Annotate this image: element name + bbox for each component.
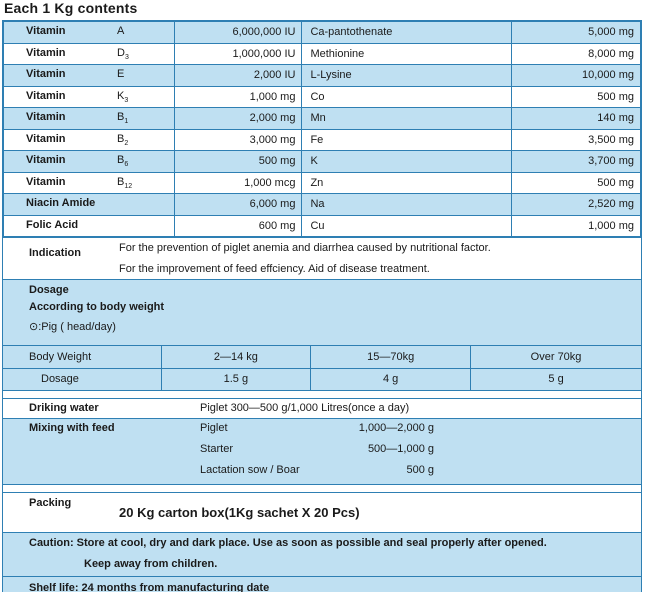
nutrient-amount: 140 mg [511, 108, 640, 130]
contents-row [4, 194, 641, 216]
shelf-life-section [3, 576, 641, 592]
mixing-row-value: 500 g [406, 464, 434, 476]
dosage-note: ⊙:Pig ( head/day) [29, 321, 116, 333]
drinking-water-label: Driking water [29, 402, 99, 414]
packing-label: Packing [29, 497, 72, 509]
drinking-water-value: Piglet 300—500 g/1,000 Litres(once a day) [200, 402, 410, 414]
body-weight-range: 15—70kg [311, 346, 471, 368]
body-weight-row [3, 346, 641, 368]
nutrient-amount: 1,000 mcg [174, 172, 302, 194]
nutrient-name: K [302, 151, 511, 173]
nutrient-amount: 1,000 mg [174, 86, 302, 108]
contents-row [4, 22, 641, 44]
body-weight-range: 2—14 kg [161, 346, 311, 368]
body-weight-section [3, 345, 641, 390]
nutrient-name-cell [4, 65, 175, 87]
nutrient-amount: 5,000 mg [511, 22, 640, 44]
nutrient-amount: 6,000 mg [174, 194, 302, 216]
vitamin-letter: $B_1$ [117, 111, 129, 126]
nutrient-name: Niacin Amide [26, 197, 96, 209]
nutrient-amount: 2,520 mg [511, 194, 640, 216]
indication-section [3, 237, 641, 279]
nutrient-name-cell [4, 22, 175, 44]
mixing-row-value: 500—1,000 g [367, 443, 434, 455]
caution-section [3, 532, 641, 576]
indication-label: Indication [29, 247, 81, 259]
nutrient-amount: 3,000 mg [174, 129, 302, 151]
contents-row [4, 129, 641, 151]
dosage-subtitle: According to body weight [29, 301, 165, 313]
indication-line-1: For the prevention of piglet anemia and diarrhea caused by nutritional factor. [119, 242, 491, 254]
dosage-amount: 4 g [311, 368, 471, 390]
caution-line-2: Keep away from children. [84, 558, 218, 570]
vitamin-letter: $B_6$ [117, 154, 129, 169]
packing-section [3, 492, 641, 532]
nutrient-name: Mn [302, 108, 511, 130]
vitamin-letter: $K_3$ [117, 89, 129, 104]
mixing-feed-label: Mixing with feed [29, 422, 115, 434]
nutrient-amount: 3,500 mg [511, 129, 640, 151]
nutrient-amount: 600 mg [174, 215, 302, 237]
spacer [3, 390, 641, 398]
vitamin-letter: $B_2$ [117, 132, 129, 147]
nutrient-name: Vitamin [26, 68, 66, 80]
nutrient-name: Methionine [302, 43, 511, 65]
nutrient-name-cell [4, 108, 175, 130]
nutrient-name: Vitamin [26, 111, 66, 123]
nutrient-name: Na [302, 194, 511, 216]
caution-line-1: Caution: Store at cool, dry and dark place. Use as soon as possible and seal properly after opened. [29, 537, 547, 549]
nutrient-name: Vitamin [26, 25, 66, 37]
product-info-panel [2, 20, 642, 592]
nutrient-name-cell [4, 151, 175, 173]
packing-value: 20 Kg carton box(1Kg sachet X 20 Pcs) [119, 505, 360, 520]
nutrient-name: Folic Acid [26, 218, 79, 231]
vitamin-letter: $B_{12}$ [117, 175, 133, 190]
nutrient-amount: 1,000,000 IU [174, 43, 302, 65]
dosage-label: Dosage [29, 284, 69, 296]
nutrient-name-cell [4, 43, 175, 65]
mixing-row-name: Lactation sow / Boar [200, 464, 300, 476]
drinking-water-section [3, 398, 641, 418]
mixing-row-name: Piglet [200, 422, 228, 434]
contents-table [3, 21, 641, 237]
nutrient-name: Vitamin [26, 154, 66, 166]
nutrient-amount: 8,000 mg [511, 43, 640, 65]
nutrient-name: Zn [302, 172, 511, 194]
nutrient-amount: 10,000 mg [511, 65, 640, 87]
nutrient-name-cell [4, 215, 175, 237]
contents-row [4, 86, 641, 108]
nutrient-name-cell [4, 129, 175, 151]
dosage-header: Dosage [3, 368, 161, 390]
nutrient-name-cell [4, 194, 175, 216]
nutrient-name: Ca-pantothenate [302, 22, 511, 44]
shelf-life-text: Shelf life: 24 months from manufacturing date [29, 582, 270, 592]
nutrient-amount: 3,700 mg [511, 151, 640, 173]
vitamin-letter: A [117, 25, 125, 37]
nutrient-amount: 2,000 IU [174, 65, 302, 87]
contents-row [4, 43, 641, 65]
nutrient-amount: 500 mg [511, 172, 640, 194]
nutrient-amount: 1,000 mg [511, 215, 640, 237]
nutrient-name: Cu [302, 215, 511, 237]
body-weight-range: Over 70kg [471, 346, 641, 368]
vitamin-letter: $D_3$ [117, 46, 129, 61]
nutrient-amount: 6,000,000 IU [174, 22, 302, 44]
nutrient-name: Vitamin [26, 46, 66, 59]
nutrient-amount: 2,000 mg [174, 108, 302, 130]
dosage-section [3, 279, 641, 345]
nutrient-name: Fe [302, 129, 511, 151]
nutrient-name-cell [4, 172, 175, 194]
nutrient-name: Co [302, 86, 511, 108]
contents-row [4, 65, 641, 87]
indication-line-2: For the improvement of feed effciency. Aid of disease treatment. [119, 263, 430, 275]
nutrient-name-cell [4, 86, 175, 108]
vitamin-letter: E [117, 68, 125, 80]
contents-row [4, 108, 641, 130]
contents-row [4, 215, 641, 237]
body-weight-header: Body Weight [3, 346, 161, 368]
nutrient-amount: 500 mg [174, 151, 302, 173]
contents-row [4, 151, 641, 173]
contents-row [4, 172, 641, 194]
mixing-row-value: 1,000—2,000 g [358, 422, 434, 434]
spacer [3, 484, 641, 492]
nutrient-name: Vitamin [26, 175, 66, 188]
nutrient-name: Vitamin [26, 132, 66, 145]
nutrient-name: Vitamin [26, 89, 66, 102]
mixing-feed-section [3, 418, 641, 484]
nutrient-name: L-Lysine [302, 65, 511, 87]
page-title: Each 1 Kg contents [4, 0, 138, 16]
dosage-amount: 5 g [471, 368, 641, 390]
nutrient-amount: 500 mg [511, 86, 640, 108]
body-weight-table [3, 346, 641, 390]
mixing-row-name: Starter [200, 443, 234, 455]
dosage-amount: 1.5 g [161, 368, 311, 390]
dosage-row [3, 368, 641, 390]
